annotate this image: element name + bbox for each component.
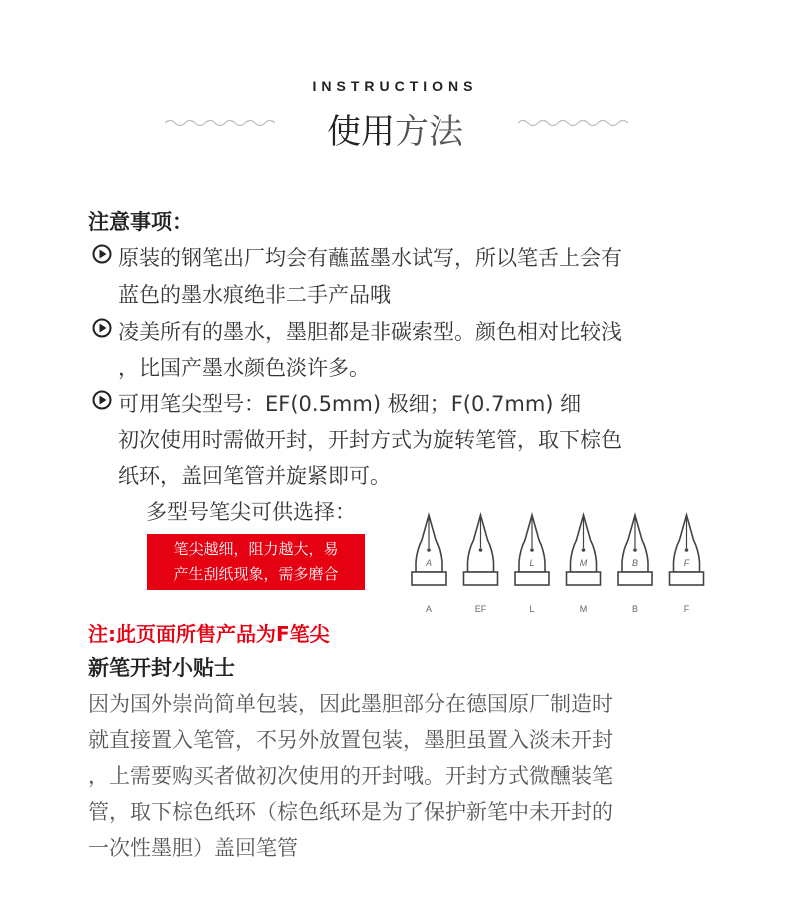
- nib-engraving: A: [425, 558, 433, 568]
- page-title: [0, 104, 790, 153]
- nib-size-caption: M: [579, 604, 588, 614]
- note-1-line-1: 原装的钢笔出厂均会有蘸蓝墨水试写，所以笔舌上会有: [118, 246, 622, 270]
- tips-line-3: ，上需要购买者做初次使用的开封哦。开封方式微醺装笔: [88, 764, 613, 788]
- tips-heading: 新笔开封小贴士: [88, 656, 235, 680]
- note-3-line-1: 可用笔尖型号：EF(0.5mm) 极细；F(0.7mm) 细: [118, 392, 582, 416]
- play-circle-icon: [92, 390, 112, 410]
- title-part-1: 使用: [327, 112, 395, 152]
- nib-size-caption: B: [631, 604, 639, 614]
- fountain-pen-nib-icon: [618, 515, 652, 614]
- note-1-line-2: 蓝色的墨水痕绝非二手产品哦: [118, 283, 391, 307]
- fountain-pen-nib-icon: [567, 515, 601, 614]
- nib-size-caption: EF: [474, 604, 487, 614]
- notes-heading: 注意事项：: [88, 210, 193, 234]
- title-part-2: 方法: [395, 112, 463, 152]
- play-circle-icon: [92, 318, 112, 338]
- nib-sizes-illustration: [405, 510, 715, 620]
- nib-engraving: M: [579, 558, 588, 568]
- fountain-pen-nib-icon: [515, 515, 549, 614]
- warning-line-1: 笔尖越细，阻力越大，易: [173, 540, 339, 558]
- nib-size-caption: A: [425, 604, 433, 614]
- note-3-line-2: 初次使用时需做开封，开封方式为旋转笔管，取下棕色: [118, 428, 622, 452]
- section-eyebrow: INSTRUCTIONS: [312, 78, 478, 94]
- warning-line-2: 产生刮纸现象，需多磨合: [173, 565, 339, 583]
- wave-left-icon: [165, 116, 275, 130]
- tips-line-1: 因为国外崇尚简单包装，因此墨胆部分在德国原厂制造时: [88, 692, 613, 716]
- nib-size-caption: F: [683, 604, 690, 614]
- note-3-line-3: 纸环，盖回笔管并旋紧即可。: [118, 464, 391, 488]
- notice-text: 注:此页面所售产品为F笔尖: [88, 622, 330, 646]
- note-2-line-2: ，比国产墨水颜色淡许多。: [118, 356, 370, 380]
- nib-engraving: B: [631, 558, 639, 568]
- tips-line-2: 就直接置入笔管，不另外放置包装，墨胆虽置入淡未开封: [88, 728, 613, 752]
- nib-engraving: F: [683, 558, 690, 568]
- tips-line-4: 管，取下棕色纸环（棕色纸环是为了保护新笔中未开封的: [88, 800, 613, 824]
- nib-engraving: L: [529, 558, 535, 568]
- note-2-line-1: 凌美所有的墨水，墨胆都是非碳索型。颜色相对比较浅: [118, 320, 622, 344]
- wave-right-icon: [518, 116, 628, 130]
- tips-line-5: 一次性墨胆）盖回笔管: [88, 836, 298, 860]
- play-circle-icon: [92, 244, 112, 264]
- fountain-pen-nib-icon: [412, 515, 446, 614]
- nib-warning-box: [147, 534, 365, 590]
- nib-size-caption: L: [529, 604, 535, 614]
- fountain-pen-nib-icon: [464, 515, 498, 614]
- nib-choice-label: 多型号笔尖可供选择：: [146, 500, 356, 524]
- fountain-pen-nib-icon: [670, 515, 704, 614]
